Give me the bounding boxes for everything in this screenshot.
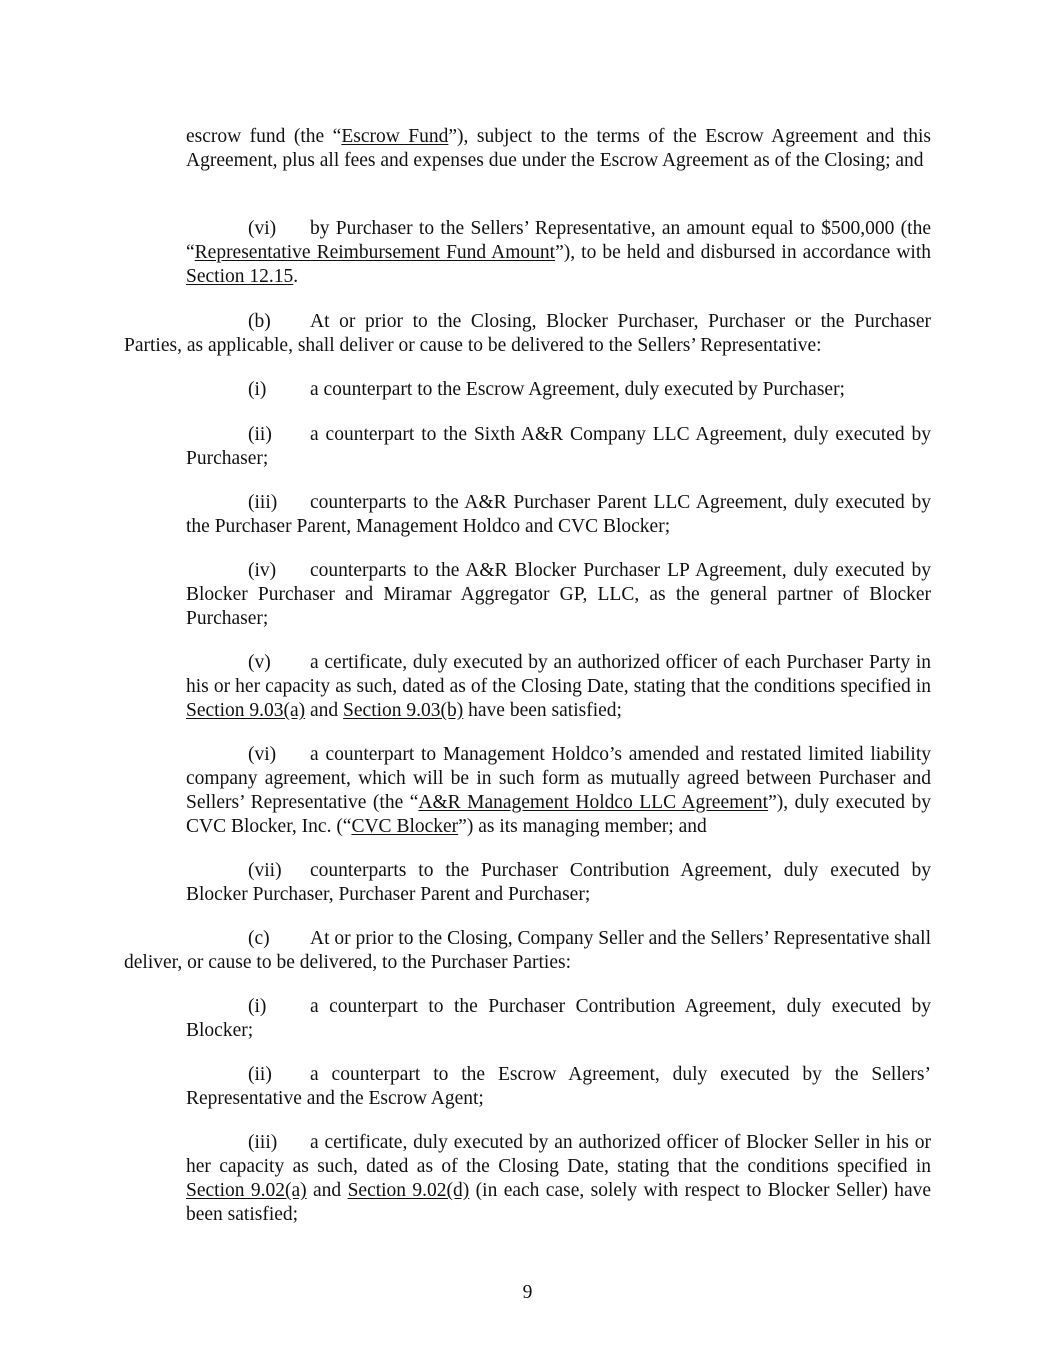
- text-segment: a certificate, duly executed by an authorized officer of each Purchaser Party in his or her capacity as such, dated as of the Closing Date, stating that the conditions specified in: [186, 652, 931, 697]
- section-reference: Section 12.15: [186, 266, 294, 287]
- paragraph-b-v: [186, 651, 931, 723]
- text-segment: ”), to be held and disbursed in accordance with: [555, 242, 932, 263]
- defined-term-escrow-fund: Escrow Fund: [341, 126, 449, 147]
- text-segment: At or prior to the Closing, Blocker Purchaser, Purchaser or the Purchaser Parties, as applicable, shall deliver or cause to be delivered to the Sellers’ Representative:: [124, 311, 931, 356]
- text-segment: and: [305, 700, 344, 721]
- text-segment: (in each case, solely with respect to Blocker Seller) have been satisfied;: [186, 1180, 932, 1225]
- text-segment: .: [293, 266, 299, 287]
- text-segment: a counterpart to Management Holdco’s amended and restated limited liability company agreement, which will be in such form as mutually agreed between Purchaser and Sellers’ Representative (the “: [186, 744, 931, 813]
- text-segment: counterparts to the A&R Blocker Purchaser LP Agreement, duly executed by Blocker Purchaser and Miramar Aggregator GP, LLC, as the general partner of Blocker Purchaser;: [186, 560, 931, 629]
- text-segment: a counterpart to the Escrow Agreement, duly executed by Purchaser;: [310, 379, 845, 400]
- paragraph-b-iv: [186, 559, 931, 631]
- paragraph-b-vi: [186, 743, 931, 839]
- item-number: (ii): [248, 1064, 272, 1085]
- text-segment: counterparts to the A&R Purchaser Parent LLC Agreement, duly executed by the Purchaser Parent, Management Holdco and CVC Blocker;: [186, 492, 931, 537]
- paragraph-b-ii: [186, 423, 931, 471]
- text-segment: by Purchaser to the Sellers’ Representative, an amount equal to $500,000 (the “: [186, 218, 931, 263]
- text-segment: ”) as its managing member; and: [458, 816, 707, 837]
- item-number: (vi): [248, 218, 277, 239]
- text-segment: a counterpart to the Sixth A&R Company LLC Agreement, duly executed by Purchaser;: [186, 424, 931, 469]
- item-number: (iii): [248, 1132, 278, 1153]
- item-number: (vii): [248, 860, 282, 881]
- paragraph-c-ii: [186, 1063, 931, 1111]
- paragraph-c: [124, 927, 931, 975]
- text-segment: ”), duly executed by CVC Blocker, Inc. (“: [186, 792, 931, 837]
- item-number: (i): [248, 996, 267, 1017]
- text-segment: a counterpart to the Escrow Agreement, duly executed by the Sellers’ Representative and the Escrow Agent;: [186, 1064, 931, 1109]
- text-segment: and: [306, 1180, 348, 1201]
- item-number: (c): [248, 928, 270, 949]
- item-number: (v): [248, 652, 271, 673]
- text-segment: a counterpart to the Purchaser Contribution Agreement, duly executed by Blocker;: [186, 996, 931, 1041]
- item-number: (iii): [248, 492, 278, 513]
- defined-term-management-holdco-agreement: A&R Management Holdco LLC Agreement: [418, 792, 769, 813]
- paragraph-a-vi: [186, 217, 931, 289]
- item-number: (iv): [248, 560, 277, 581]
- section-reference: Section 9.03(a): [186, 700, 306, 721]
- paragraph-c-i: [186, 995, 931, 1043]
- text-segment: At or prior to the Closing, Company Seller and the Sellers’ Representative shall deliver, or cause to be delivered, to the Purchaser Parties:: [124, 928, 931, 973]
- paragraph-b-i: [186, 378, 931, 402]
- defined-term-cvc-blocker: CVC Blocker: [351, 816, 459, 837]
- paragraph-b-vii: [186, 859, 931, 907]
- section-reference: Section 9.02(d): [347, 1180, 470, 1201]
- page-number: 9: [522, 1282, 533, 1303]
- text-segment: have been satisfied;: [463, 700, 622, 721]
- paragraph-c-iii: [186, 1131, 931, 1227]
- item-number: (vi): [248, 744, 277, 765]
- text-segment: a certificate, duly executed by an authorized officer of Blocker Seller in his or her capacity as such, dated as of the Closing Date, stating that the conditions specified in: [186, 1132, 931, 1177]
- section-reference: Section 9.02(a): [186, 1180, 307, 1201]
- item-number: (b): [248, 311, 271, 332]
- paragraph-escrow-fund: [186, 125, 931, 173]
- item-number: (ii): [248, 424, 272, 445]
- text-segment: ”), subject to the terms of the Escrow Agreement and this Agreement, plus all fees and expenses due under the Escrow Agreement as of the Closing; and: [186, 126, 931, 171]
- paragraph-b-iii: [186, 491, 931, 539]
- item-number: (i): [248, 379, 267, 400]
- text-segment: counterparts to the Purchaser Contribution Agreement, duly executed by Blocker Purchaser, Purchaser Parent and Purchaser;: [186, 860, 931, 905]
- section-reference: Section 9.03(b): [343, 700, 464, 721]
- paragraph-b: [124, 310, 931, 358]
- text-segment: escrow fund (the “: [186, 126, 342, 147]
- defined-term-reimbursement-fund: Representative Reimbursement Fund Amount: [194, 242, 556, 263]
